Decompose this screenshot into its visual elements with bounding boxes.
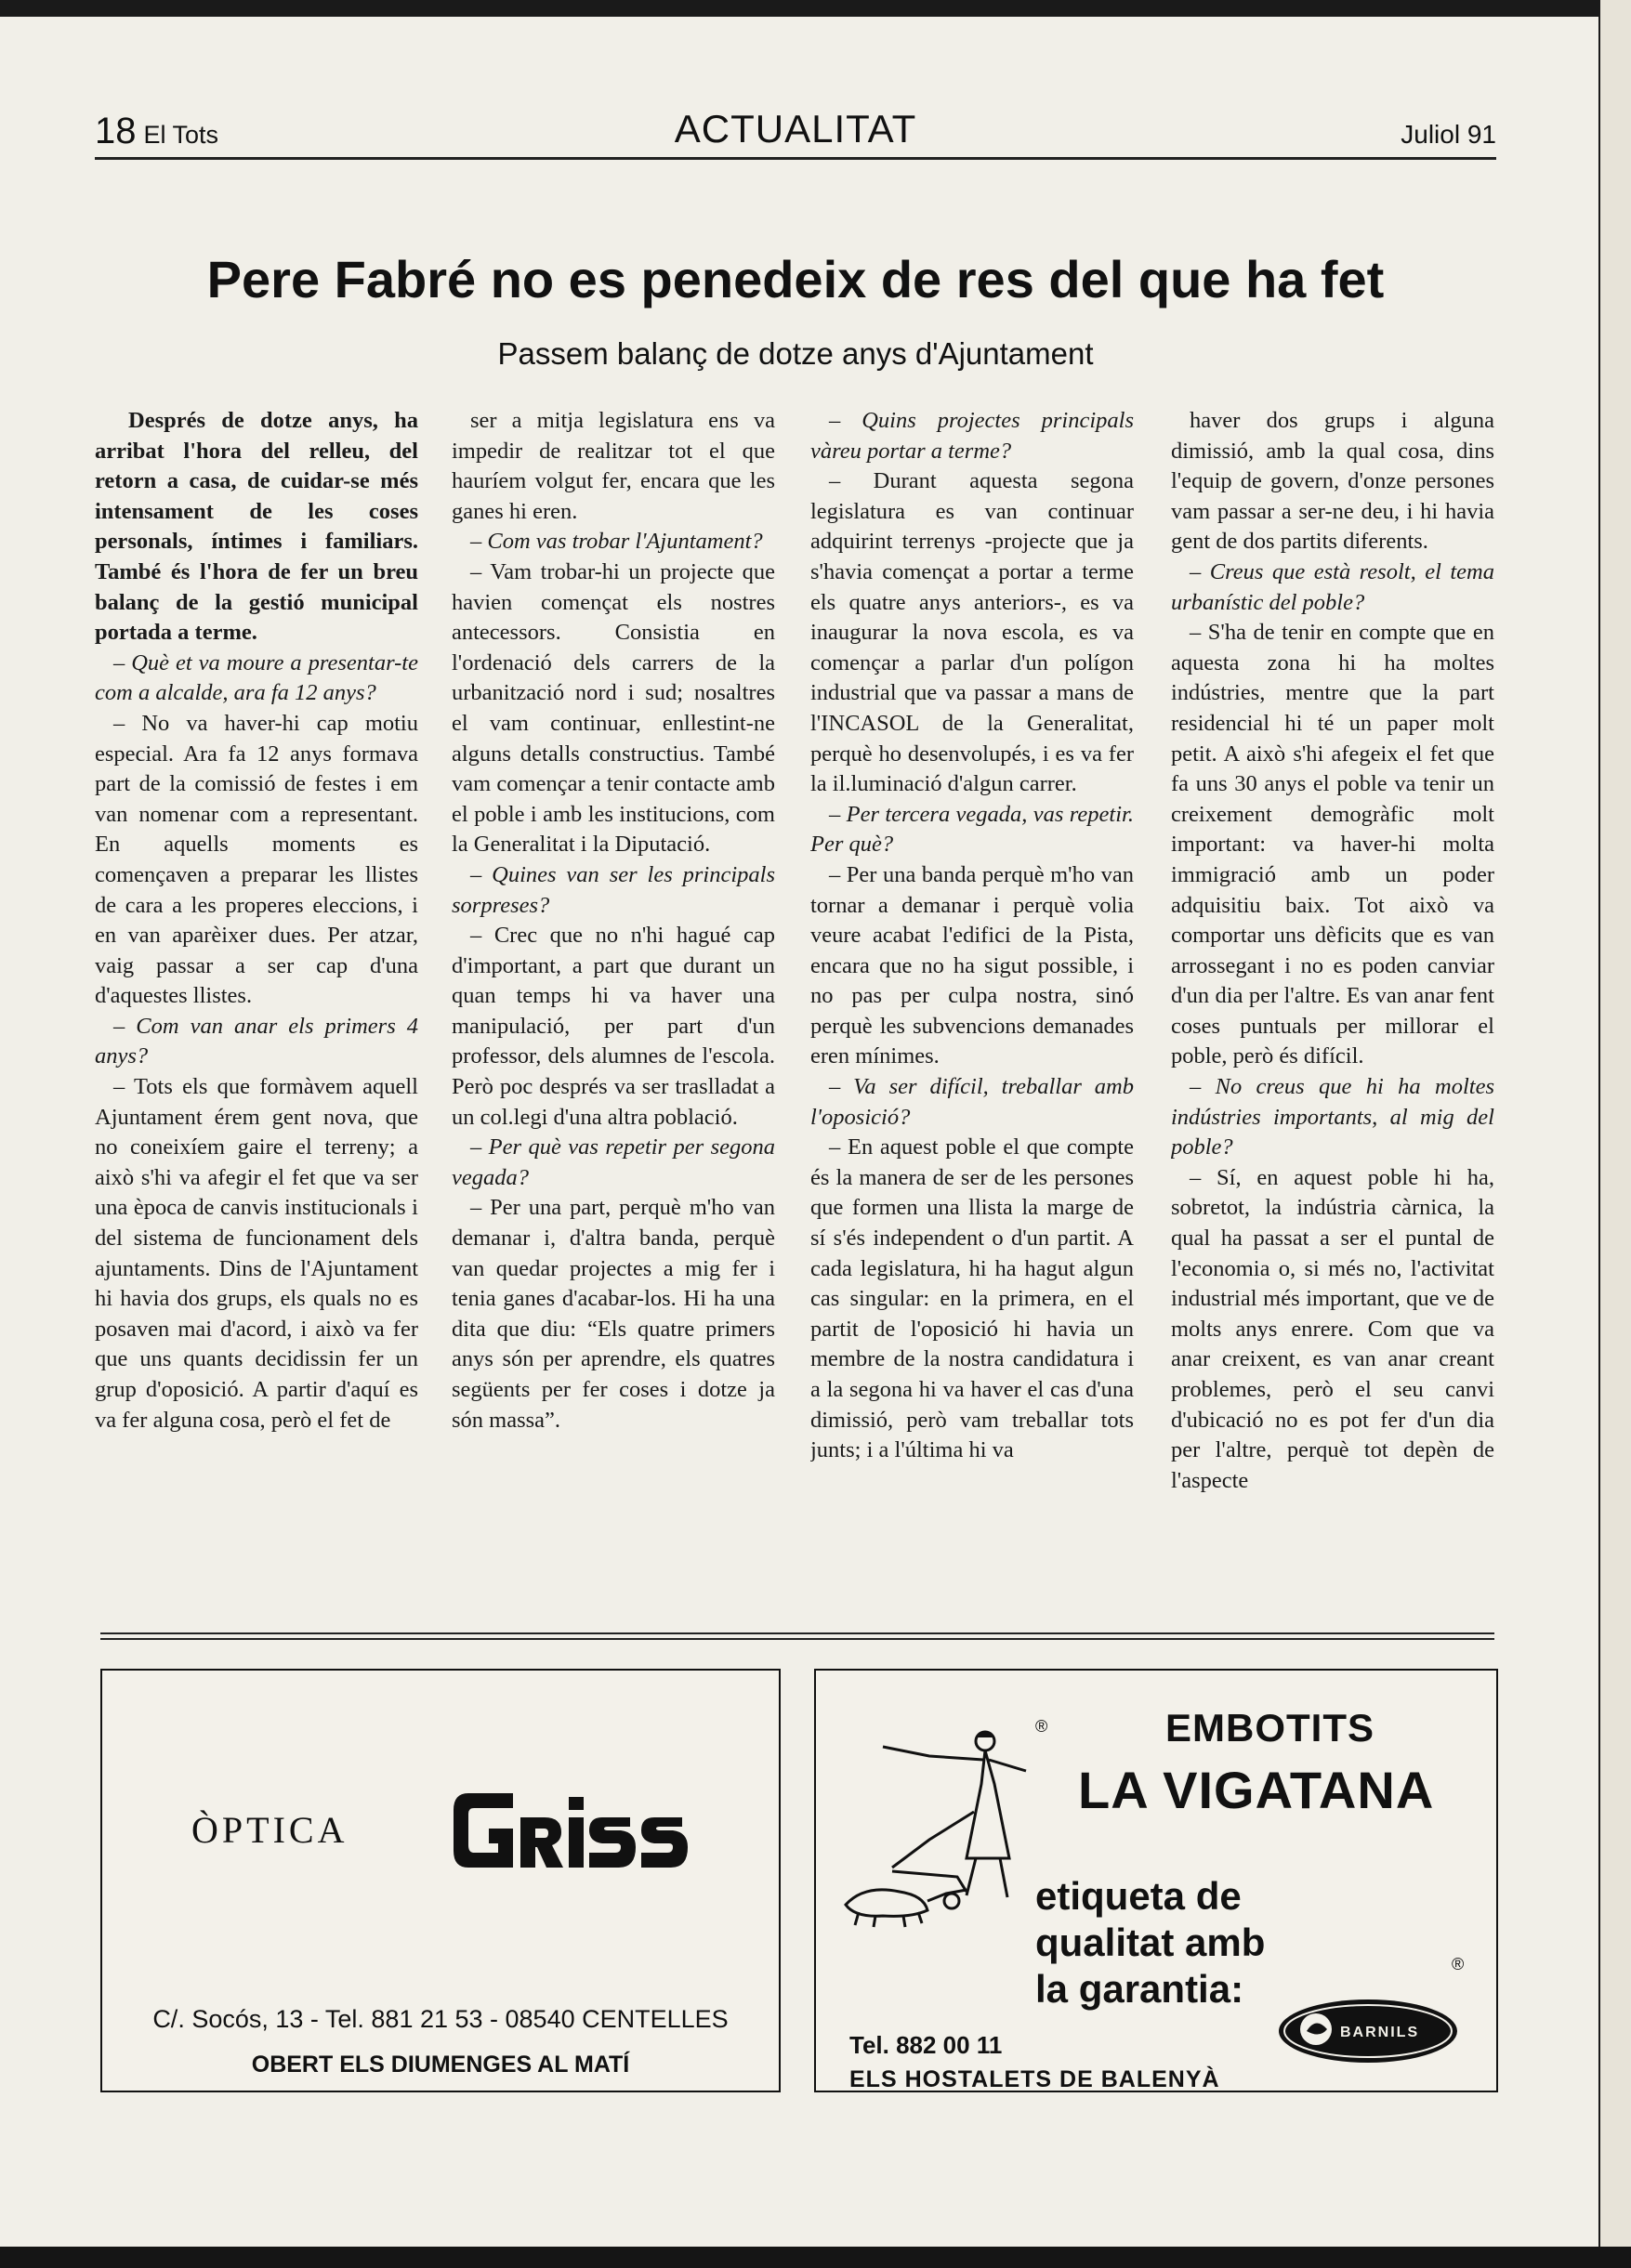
interview-question: – Què et va moure a presentar-te com a alcalde, ara fa 12 anys? (95, 649, 418, 706)
article-paragraph: haver dos grups i alguna dimissió, amb la qual cosa, dins l'equip de govern, d'onze persones vam passar a ser-ne deu, i hi havia gent de dos partits diferents. (1171, 408, 1494, 555)
farmer-plough-illustration-icon (827, 1719, 1041, 1933)
article-paragraph: – S'ha de tenir en compte que en aquesta zona hi ha moltes indústries, mentre que la part residencial hi té un paper molt petit. A això s'hi afegeix el fet que fa uns 30 anys el poble va tenir un creixement demogràfic molt important: va haver-hi molta immigració amb un poder adquisitiu baix. Tot això va comportar uns dèficits que es van arrossegant i no es poden canviar d'un dia per l'altre. Es van anar fent coses puntuals per millorar el poble, però és difícil. (1171, 620, 1494, 1069)
article-lead: Després de dotze anys, ha arribat l'hora del relleu, del retorn a casa, de cuidar-se més intensament de les coses personals, íntimes i familiars. També és l'hora de fer un breu balanç de la gestió municipal portada a terme. (95, 408, 418, 646)
article-column-4 (1171, 406, 1494, 1625)
article-headline: Pere Fabré no es penedeix de res del que ha fet (206, 250, 1385, 308)
optica-label: ÒPTICA (191, 1809, 349, 1851)
optica-griss-ad (100, 1669, 781, 2092)
vigatana-brand-line2: LA VIGATANA (1078, 1761, 1435, 1819)
interview-question: – Creus que està resolt, el tema urbanístic del poble? (1171, 558, 1494, 615)
barnils-badge (1275, 1994, 1461, 2068)
barnils-badge-text: BARNILS (1340, 2025, 1420, 2040)
double-rule-divider (100, 1632, 1494, 1640)
optica-address: C/. Socós, 13 - Tel. 881 21 53 - 08540 CENTELLES (152, 2005, 729, 2033)
registered-mark: ® (1035, 1717, 1048, 1736)
tagline-line: qualitat amb (1035, 1921, 1266, 1964)
tagline-line: la garantia: (1035, 1967, 1244, 2011)
tagline-line: etiqueta de (1035, 1874, 1242, 1918)
article-subtitle: Passem balanç de dotze anys d'Ajuntament (497, 336, 1094, 371)
article-column-1 (95, 406, 418, 1625)
interview-question: – Com vas trobar l'Ajuntament? (470, 529, 763, 555)
interview-question: – Per què vas repetir per segona vegada? (452, 1134, 775, 1190)
article-paragraph: – Tots els que formàvem aquell Ajuntament érem gent nova, que no coneixíem gaire el terreny; a això s'hi va afegir el fet que va ser una època de canvis institucionals i del sistema de funcionament dels ajuntaments. Dins de l'Ajuntament hi havia dos grups, els quals no es posaven mai d'acord, i això va fer que uns quants decidissin fer un grup d'oposició. A partir d'aquí es va fer alguna cosa, però el fet de (95, 1074, 418, 1433)
optica-hours: OBERT ELS DIUMENGES AL MATÍ (251, 2052, 630, 2078)
griss-logo (448, 1780, 690, 1882)
article-paragraph: – Vam trobar-hi un projecte que havien començat els nostres antecessors. Consistia en l'ordenació dels carrers de la urbanització nord i sud; nosaltres el vam continuar, enllestint-ne alguns detalls constructius. També vam començar a tenir contacte amb el poble i amb les institucions, com la Generalitat i la Diputació. (452, 558, 775, 858)
la-vigatana-ad (814, 1669, 1498, 2092)
scan-border (0, 2247, 1631, 2268)
interview-question: – Quines van ser les principals sorpreses? (452, 861, 775, 918)
article-paragraph: – Durant aquesta segona legislatura es van continuar adquirint terrenys -projecte que ja s'havia començat a portar a terme els quatre anys anteriors-, es va inaugurar la nova escola, es va començar a parlar d'un polígon industrial que va passar a mans de l'INCASOL de la Generalitat, perquè ho desenvolupés, i es va fer la il.luminació d'algun carrer. (810, 468, 1134, 797)
article-column-3 (810, 406, 1134, 1625)
article-paragraph: – No va haver-hi cap motiu especial. Ara fa 12 anys formava part de la comissió de festes i em van nomenar com a representant. En aquells moments es començaven a preparar les llistes de cara a les properes eleccions, i en van aparèixer dues. Per atzar, vaig passar a ser cap d'una d'aquestes llistes. (95, 710, 418, 1009)
article-paragraph: ser a mitja legislatura ens va impedir de realitzar tot el que hauríem volgut fer, encara que les ganes hi eren. (452, 408, 775, 524)
article-paragraph: – En aquest poble el que compte és la manera de ser de les persones que formen una llista la marge de sí s'és independent o d'un partit. A cada legislatura, hi ha hagut algun cas singular: en la primera, en el partit de l'oposició hi havia un membre de la nostra candidatura i a la segona hi va haver el cas d'una dimissió, però vam treballar tots junts; i a l'última hi va (810, 1134, 1134, 1463)
publication-name: El Tots (143, 121, 219, 149)
page-edge (1600, 0, 1631, 2268)
vigatana-tagline (1035, 1873, 1265, 2012)
page-number: 18 (95, 111, 137, 151)
page-header (95, 98, 1496, 160)
article-paragraph: – Per una banda perquè m'ho van tornar a demanar i perquè volia veure acabat l'edifici de la Pista, encara que no ha sigut possible, i no pas per culpa nostra, sinó perquè les subvencions demanades eren mínimes. (810, 861, 1134, 1069)
article-paragraph: – Per una part, perquè m'ho van demanar i, d'altra banda, perquè van quedar projectes a mig fer i tenia ganes d'acabar-los. Hi ha una dita que diu: “Els quatre primers anys són per aprendre, els quatres següents per fer coses i dotze ja són massa”. (452, 1195, 775, 1433)
interview-question: – Com van anar els primers 4 anys? (95, 1013, 418, 1069)
article-column-2 (452, 406, 775, 1625)
section-title: ACTUALITAT (674, 107, 917, 151)
interview-question: – Quins projectes principals vàreu portar a terme? (810, 408, 1134, 464)
registered-mark: ® (1452, 1955, 1465, 1973)
interview-question: – No creus que hi ha moltes indústries importants, al mig del poble? (1171, 1074, 1494, 1160)
article-paragraph: – Sí, en aquest poble hi ha, sobretot, la indústria càrnica, la qual ha passat a ser el puntal de l'economia o, si més no, l'activitat industrial més important, que ve de molts anys enrere. Com que va anar creixent, es van anar creant problemes, però el seu canvi d'ubicació no es pot fer d'un dia per l'altre, perquè tot depèn de l'aspecte (1171, 1164, 1494, 1493)
vigatana-location: ELS HOSTALETS DE BALENYÀ (849, 2066, 1220, 2092)
vigatana-phone: Tel. 882 00 11 (849, 2031, 1003, 2059)
vigatana-brand-line1: EMBOTITS (1165, 1706, 1375, 1750)
article-paragraph: – Crec que no n'hi hagué cap d'important, a part que durant un quan temps hi va haver una manipulació, per part d'un professor, dels alumnes de l'escola. Però poc després va ser traslladat a un col.legi d'una altra població. (452, 923, 775, 1130)
interview-question: – Va ser difícil, treballar amb l'oposició? (810, 1074, 1134, 1130)
issue-date: Juliol 91 (1401, 120, 1496, 149)
interview-question: – Per tercera vegada, vas repetir. Per què? (810, 801, 1134, 858)
